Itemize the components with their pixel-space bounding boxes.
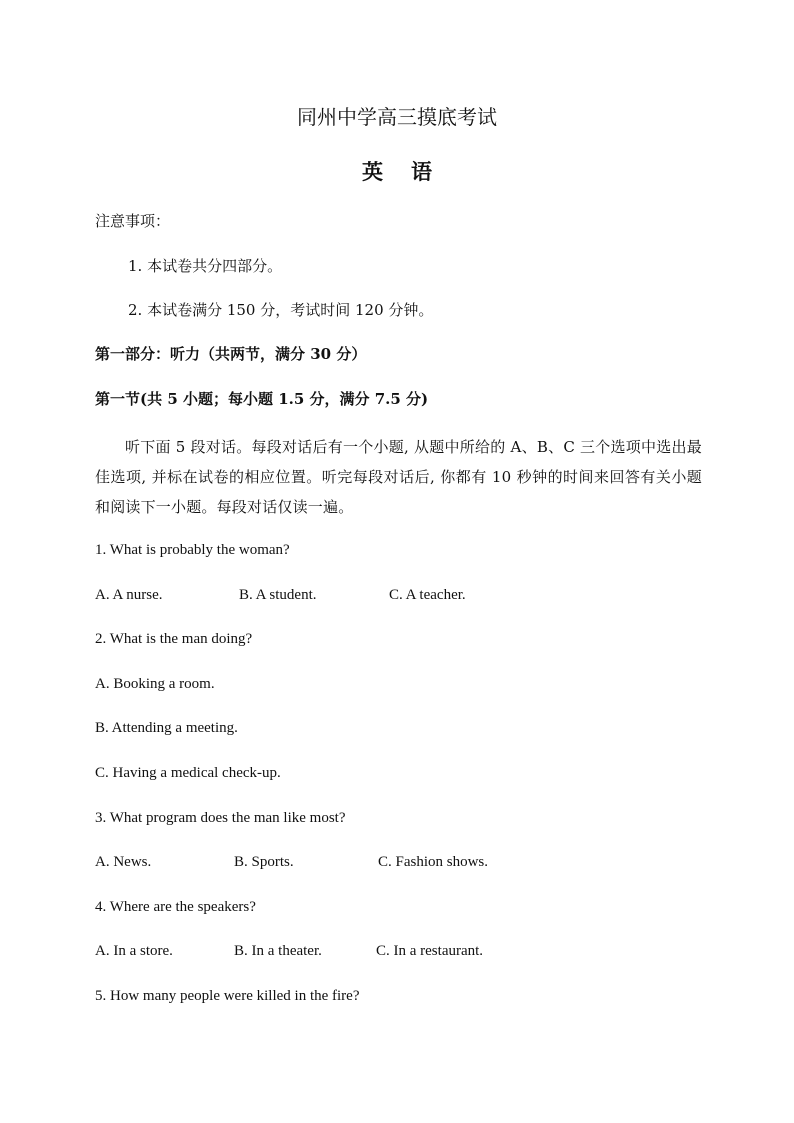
question-3-stem: 3. What program does the man like most? xyxy=(95,810,346,826)
listening-instructions: 听下面 5 段对话。每段对话后有一个小题, 从题中所给的 A、B、C 三个选项中选出最佳选项, 并标在试卷的相应位置。听完每段对话后, 你都有 10 秒钟的时间来回答有关小题和阅读下一小题。每段对话仅读一遍。 xyxy=(95,438,702,516)
question-4-option-c: C. In a restaurant. xyxy=(376,943,484,959)
question-3-option-b: B. Sports. xyxy=(234,854,294,870)
question-2-option-a: A. Booking a room. xyxy=(95,676,215,692)
question-2-stem: 2. What is the man doing? xyxy=(95,631,253,647)
question-4-option-b: B. In a theater. xyxy=(234,943,322,959)
question-3-option-c: C. Fashion shows. xyxy=(378,854,489,870)
question-1-option-a: A. A nurse. xyxy=(95,587,163,603)
question-5-stem: 5. How many people were killed in the fire? xyxy=(95,988,360,1004)
notice-item-1: 1. 本试卷共分四部分。 xyxy=(128,257,283,275)
question-2-option-b: B. Attending a meeting. xyxy=(95,720,238,736)
question-3-option-a: A. News. xyxy=(95,854,152,870)
exam-title: 同州中学高三摸底考试 xyxy=(297,105,497,129)
section1-heading: 第一节(共 5 小题；每小题 1.5 分，满分 7.5 分) xyxy=(95,390,429,408)
question-1-option-b: B. A student. xyxy=(239,587,317,603)
question-4-stem: 4. Where are the speakers? xyxy=(95,899,256,915)
question-1-stem: 1. What is probably the woman? xyxy=(95,542,290,558)
question-1-option-c: C. A teacher. xyxy=(389,587,466,603)
part1-heading: 第一部分：听力（共两节，满分 30 分） xyxy=(95,345,367,363)
subject-title: 英语 xyxy=(362,159,460,184)
notice-item-2: 2. 本试卷满分 150 分，考试时间 120 分钟。 xyxy=(128,301,434,319)
question-4-option-a: A. In a store. xyxy=(95,943,173,959)
notice-heading: 注意事项： xyxy=(95,212,171,230)
question-2-option-c: C. Having a medical check-up. xyxy=(95,765,281,781)
